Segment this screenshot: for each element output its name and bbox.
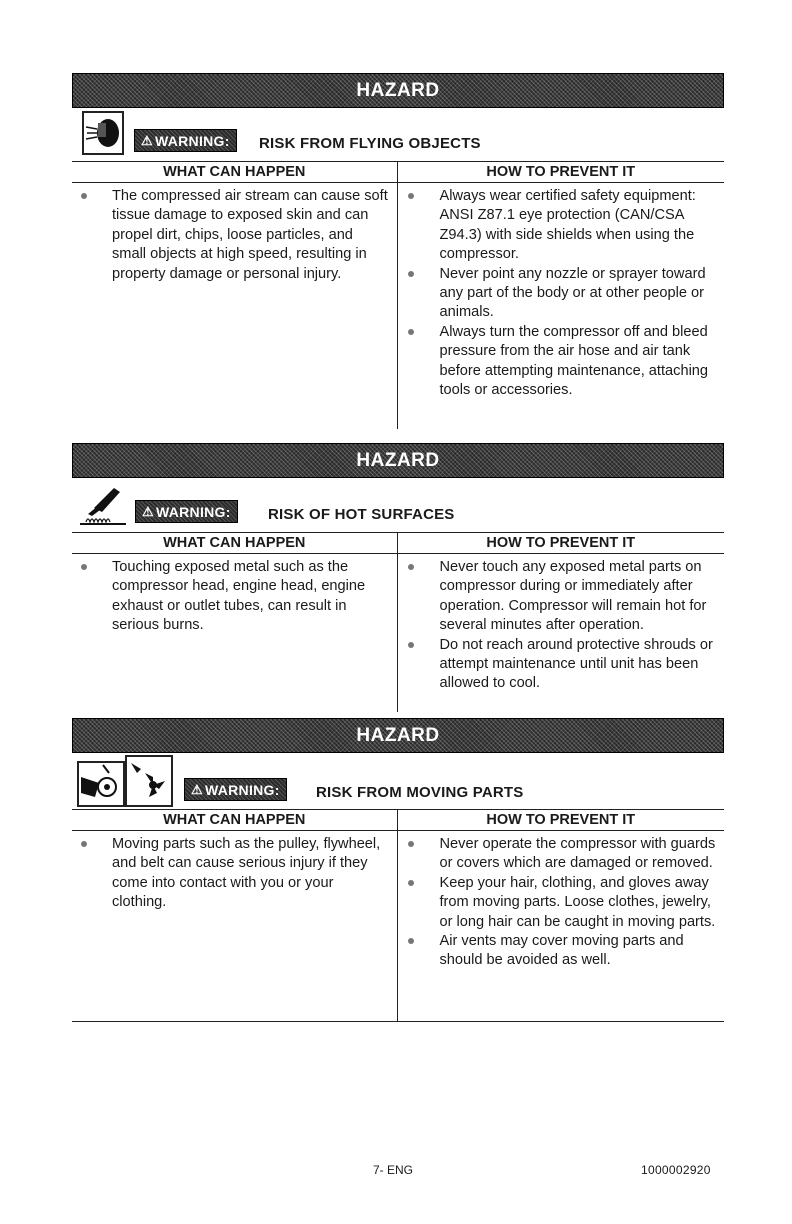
list-item: Do not reach around protective shrouds or attempt maintenance until unit has been allowed to cool. — [398, 636, 725, 694]
hazard-table — [72, 532, 724, 712]
belt-entanglement-icon — [77, 761, 125, 807]
warning-badge — [184, 778, 287, 801]
list-item: Always wear certified safety equipment: ANSI Z87.1 eye protection (CAN/CSA Z94.3) with side shields when using the compressor. — [398, 187, 725, 265]
list-item: Never point any nozzle or sprayer toward any part of the body or at other people or animals. — [398, 265, 725, 323]
warning-badge — [134, 129, 237, 152]
hazard-section-hot-surfaces — [72, 443, 724, 712]
hazard-banner — [72, 718, 724, 753]
warning-triangle-icon: ⚠ — [191, 781, 203, 797]
warning-triangle-icon: ⚠ — [142, 503, 154, 519]
list-item: Always turn the compressor off and bleed pressure from the air hose and air tank before attempting maintenance, attaching tools or accessories. — [398, 323, 725, 401]
hazard-banner — [72, 443, 724, 478]
hazard-banner-label: HAZARD — [356, 724, 440, 746]
how-to-prevent-header: HOW TO PREVENT IT — [486, 164, 636, 180]
document-code: 1000002920 — [641, 1163, 711, 1177]
warning-label: WARNING: — [154, 132, 230, 149]
warning-badge — [135, 500, 238, 523]
hazard-banner — [72, 73, 724, 108]
what-can-happen-header: WHAT CAN HAPPEN — [72, 810, 398, 830]
list-item: The compressed air stream can cause soft tissue damage to exposed skin and can propel dirt, chips, loose particles, and small objects at high speed, resulting in property damage or personal injury. — [72, 187, 397, 284]
risk-title: RISK FROM MOVING PARTS — [316, 784, 524, 801]
hot-surface-icon — [80, 484, 126, 526]
warning-triangle-icon: ⚠ — [141, 132, 153, 148]
hazard-table — [72, 809, 724, 1022]
fan-blade-icon — [125, 755, 173, 807]
face-shield-icon — [82, 111, 124, 155]
list-item: Moving parts such as the pulley, flywheel, and belt can cause serious injury if they come into contact with you or your clothing. — [72, 835, 397, 913]
risk-title: RISK OF HOT SURFACES — [268, 506, 455, 523]
page-number: 7- ENG — [373, 1163, 414, 1177]
warning-label: WARNING: — [155, 503, 231, 520]
list-item: Keep your hair, clothing, and gloves away from moving parts. Loose clothes, jewelry, or long hair can be caught in moving parts. — [398, 874, 725, 932]
hazard-table — [72, 161, 724, 429]
warning-label: WARNING: — [204, 781, 280, 798]
hazard-section-flying-objects — [72, 73, 724, 429]
hazard-section-moving-parts — [72, 718, 724, 1022]
hazard-banner-label: HAZARD — [356, 449, 440, 471]
hazard-banner-label: HAZARD — [356, 79, 440, 101]
how-to-prevent-header: HOW TO PREVENT IT — [486, 812, 636, 828]
list-item: Never operate the compressor with guards or covers which are damaged or removed. — [398, 835, 725, 874]
what-can-happen-header: WHAT CAN HAPPEN — [72, 162, 398, 182]
risk-title: RISK FROM FLYING OBJECTS — [259, 135, 481, 152]
list-item: Touching exposed metal such as the compressor head, engine head, engine exhaust or outlet tubes, can result in serious burns. — [72, 558, 397, 636]
list-item: Air vents may cover moving parts and should be avoided as well. — [398, 932, 725, 971]
how-to-prevent-header: HOW TO PREVENT IT — [486, 535, 636, 551]
list-item: Never touch any exposed metal parts on compressor during or immediately after operation. Compressor will remain hot for several minutes after operation. — [398, 558, 725, 636]
what-can-happen-header: WHAT CAN HAPPEN — [72, 533, 398, 553]
